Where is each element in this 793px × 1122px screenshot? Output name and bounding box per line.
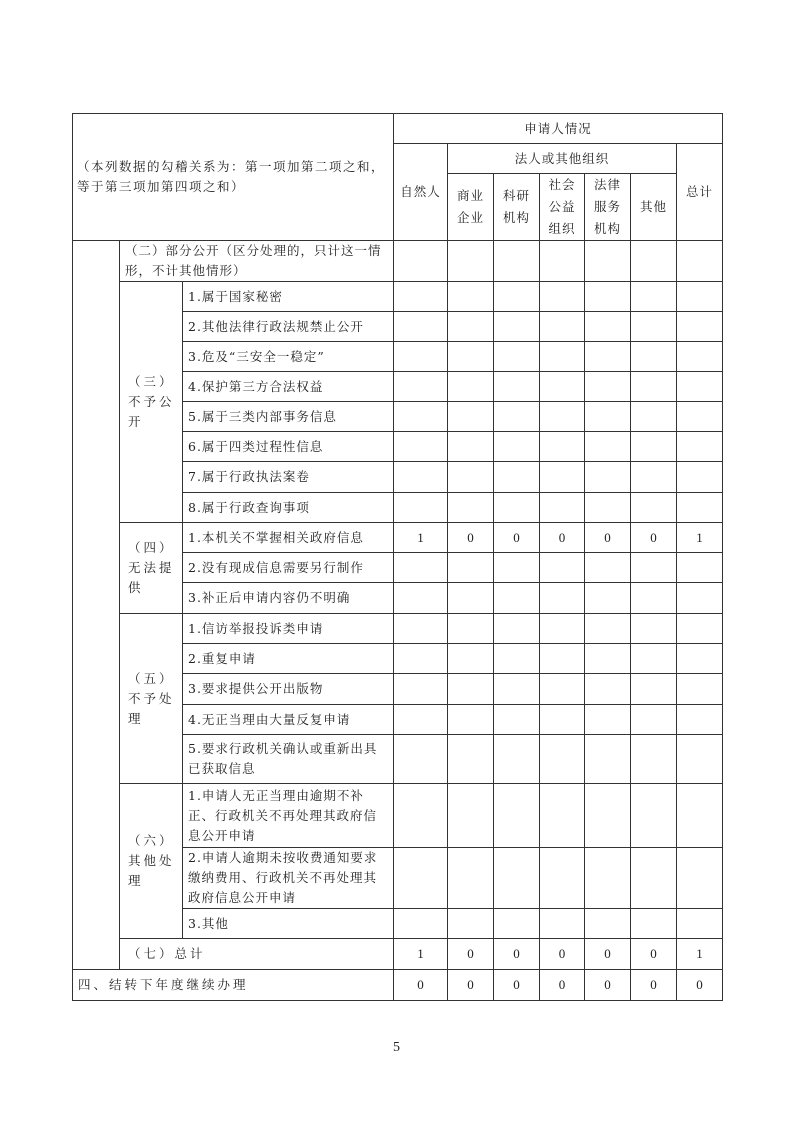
value-cell — [494, 705, 540, 735]
value-cell: 0 — [540, 523, 585, 553]
value-cell: 1 — [677, 939, 723, 970]
item-label: 2.重复申请 — [183, 644, 394, 674]
value-cell — [677, 432, 723, 462]
value-cell — [448, 705, 494, 735]
value-cell: 0 — [448, 523, 494, 553]
value-cell: 0 — [631, 939, 677, 970]
value-cell — [585, 241, 631, 282]
value-cell — [540, 553, 585, 583]
row-cannot-provide-item — [73, 523, 723, 553]
value-cell — [677, 644, 723, 674]
value-cell — [677, 312, 723, 342]
page-number: 5 — [393, 1040, 400, 1055]
value-cell — [448, 493, 494, 523]
value-cell: 0 — [631, 523, 677, 553]
value-cell — [394, 674, 448, 705]
value-cell — [494, 614, 540, 644]
value-cell — [631, 705, 677, 735]
value-cell — [585, 432, 631, 462]
value-cell — [494, 372, 540, 402]
value-cell — [540, 241, 585, 282]
value-cell — [448, 402, 494, 432]
row-not-processed-item — [73, 614, 723, 644]
value-cell — [585, 312, 631, 342]
value-cell — [448, 735, 494, 784]
total-label: （七）总计 — [120, 939, 394, 970]
value-cell — [494, 402, 540, 432]
value-cell — [540, 784, 585, 848]
value-cell — [631, 312, 677, 342]
item-label: 4.保护第三方合法权益 — [183, 372, 394, 402]
value-cell — [631, 644, 677, 674]
value-cell — [448, 909, 494, 939]
row-total — [73, 939, 723, 970]
value-cell — [631, 432, 677, 462]
item-label: 6.属于四类过程性信息 — [183, 432, 394, 462]
value-cell — [494, 909, 540, 939]
value-cell: 0 — [677, 970, 723, 1001]
value-cell — [585, 553, 631, 583]
value-cell — [494, 493, 540, 523]
value-cell — [677, 674, 723, 705]
value-cell — [394, 583, 448, 614]
value-cell — [394, 372, 448, 402]
item-label: 1.属于国家秘密 — [183, 282, 394, 312]
value-cell — [494, 462, 540, 493]
value-cell — [677, 462, 723, 493]
value-cell — [394, 644, 448, 674]
value-cell — [585, 372, 631, 402]
value-cell — [448, 614, 494, 644]
legal-service-org-header: 法律服务机构 — [585, 174, 631, 241]
value-cell — [448, 583, 494, 614]
legal-person-group-header: 法人或其他组织 — [448, 144, 677, 174]
value-cell — [540, 342, 585, 372]
value-cell — [448, 553, 494, 583]
value-cell — [540, 432, 585, 462]
value-cell — [677, 784, 723, 848]
item-label: 5.属于三类内部事务信息 — [183, 402, 394, 432]
value-cell: 0 — [448, 939, 494, 970]
value-cell — [540, 614, 585, 644]
other-org-header: 其他 — [631, 174, 677, 241]
disclosure-statistics-table — [72, 113, 723, 1001]
value-cell: 0 — [540, 970, 585, 1001]
value-cell — [394, 705, 448, 735]
value-cell — [448, 372, 494, 402]
value-cell — [677, 583, 723, 614]
value-cell — [585, 705, 631, 735]
value-cell — [448, 462, 494, 493]
value-cell — [394, 553, 448, 583]
value-cell — [540, 282, 585, 312]
value-cell — [631, 674, 677, 705]
item-label: 2.申请人逾期未按收费通知要求缴纳费用、行政机关不再处理其政府信息公开申请 — [183, 848, 394, 909]
value-cell — [394, 432, 448, 462]
not-open-group-label: （三）不予公开 — [120, 282, 183, 523]
row-label: （二）部分公开（区分处理的，只计这一情形，不计其他情形） — [120, 241, 394, 282]
value-cell — [494, 553, 540, 583]
value-cell — [631, 583, 677, 614]
item-label: 2.没有现成信息需要另行制作 — [183, 553, 394, 583]
value-cell — [677, 909, 723, 939]
value-cell — [677, 402, 723, 432]
value-cell — [540, 705, 585, 735]
value-cell — [677, 735, 723, 784]
value-cell — [677, 614, 723, 644]
value-cell — [585, 583, 631, 614]
item-label: 1.本机关不掌握相关政府信息 — [183, 523, 394, 553]
value-cell — [448, 674, 494, 705]
value-cell — [494, 583, 540, 614]
value-cell — [677, 342, 723, 372]
value-cell — [540, 848, 585, 909]
value-cell — [394, 312, 448, 342]
value-cell — [394, 493, 448, 523]
value-cell — [394, 909, 448, 939]
value-cell: 0 — [585, 939, 631, 970]
value-cell — [540, 674, 585, 705]
carry-over-label: 四、结转下年度继续办理 — [73, 970, 394, 1001]
header-row-1 — [73, 114, 723, 144]
value-cell — [540, 372, 585, 402]
value-cell — [585, 909, 631, 939]
other-processing-group-label: （六）其他处理 — [120, 784, 183, 939]
value-cell — [494, 282, 540, 312]
value-cell — [585, 462, 631, 493]
value-cell — [585, 735, 631, 784]
value-cell — [448, 241, 494, 282]
value-cell: 1 — [394, 939, 448, 970]
row-carry-over — [73, 970, 723, 1001]
cannot-provide-group-label: （四）无法提供 — [120, 523, 183, 614]
item-label: 4.无正当理由大量反复申请 — [183, 705, 394, 735]
value-cell — [585, 282, 631, 312]
natural-person-header: 自然人 — [394, 144, 448, 241]
value-cell: 0 — [631, 970, 677, 1001]
value-cell — [631, 342, 677, 372]
value-cell — [631, 553, 677, 583]
value-cell — [540, 312, 585, 342]
value-cell: 0 — [585, 523, 631, 553]
value-cell — [494, 644, 540, 674]
value-cell — [585, 342, 631, 372]
value-cell — [631, 784, 677, 848]
value-cell — [448, 282, 494, 312]
value-cell — [677, 705, 723, 735]
value-cell — [631, 493, 677, 523]
value-cell: 0 — [494, 523, 540, 553]
total-header: 总计 — [677, 144, 723, 241]
value-cell — [394, 614, 448, 644]
value-cell — [585, 614, 631, 644]
value-cell — [394, 735, 448, 784]
item-label: 3.危及“三安全一稳定” — [183, 342, 394, 372]
value-cell — [540, 462, 585, 493]
value-cell — [448, 644, 494, 674]
value-cell — [494, 312, 540, 342]
value-cell — [394, 848, 448, 909]
value-cell — [631, 614, 677, 644]
item-label: 3.补正后申请内容仍不明确 — [183, 583, 394, 614]
value-cell — [494, 848, 540, 909]
commercial-enterprise-header: 商业企业 — [448, 174, 494, 241]
item-label: 5.要求行政机关确认或重新出具已获取信息 — [183, 735, 394, 784]
value-cell — [631, 282, 677, 312]
value-cell — [540, 644, 585, 674]
value-cell — [448, 848, 494, 909]
value-cell — [494, 432, 540, 462]
value-cell — [677, 241, 723, 282]
not-processed-group-label: （五）不予处理 — [120, 614, 183, 784]
value-cell — [394, 462, 448, 493]
value-cell — [585, 674, 631, 705]
value-cell — [631, 462, 677, 493]
value-cell — [677, 848, 723, 909]
applicant-situation-header: 申请人情况 — [394, 114, 723, 144]
item-label: 1.信访举报投诉类申请 — [183, 614, 394, 644]
value-cell: 0 — [494, 939, 540, 970]
value-cell — [448, 342, 494, 372]
item-label: 1.申请人无正当理由逾期不补正、行政机关不再处理其政府信息公开申请 — [183, 784, 394, 848]
value-cell — [494, 784, 540, 848]
public-welfare-org-header: 社会公益组织 — [540, 174, 585, 241]
reconciliation-note: （本列数据的勾稽关系为：第一项加第二项之和，等于第三项加第四项之和） — [73, 114, 394, 241]
item-label: 8.属于行政查询事项 — [183, 493, 394, 523]
value-cell — [540, 493, 585, 523]
value-cell — [540, 735, 585, 784]
value-cell — [540, 909, 585, 939]
value-cell: 1 — [394, 523, 448, 553]
value-cell — [631, 402, 677, 432]
value-cell: 0 — [540, 939, 585, 970]
value-cell — [494, 241, 540, 282]
value-cell: 0 — [448, 970, 494, 1001]
value-cell — [494, 342, 540, 372]
row-not-open-item — [73, 282, 723, 312]
research-institution-header: 科研机构 — [494, 174, 540, 241]
value-cell — [585, 402, 631, 432]
item-label: 7.属于行政执法案卷 — [183, 462, 394, 493]
value-cell — [631, 372, 677, 402]
value-cell — [585, 644, 631, 674]
value-cell: 0 — [394, 970, 448, 1001]
value-cell — [448, 432, 494, 462]
value-cell — [540, 402, 585, 432]
value-cell — [448, 784, 494, 848]
value-cell — [448, 312, 494, 342]
value-cell: 0 — [494, 970, 540, 1001]
item-label: 2.其他法律行政法规禁止公开 — [183, 312, 394, 342]
value-cell — [677, 493, 723, 523]
value-cell — [394, 241, 448, 282]
value-cell — [585, 493, 631, 523]
value-cell — [494, 674, 540, 705]
value-cell: 0 — [585, 970, 631, 1001]
value-cell — [585, 848, 631, 909]
value-cell — [394, 342, 448, 372]
value-cell — [494, 735, 540, 784]
value-cell — [585, 784, 631, 848]
value-cell: 1 — [677, 523, 723, 553]
value-cell — [394, 402, 448, 432]
row-other-processing-item — [73, 784, 723, 848]
row-partial-open — [73, 241, 723, 282]
value-cell — [631, 909, 677, 939]
value-cell — [631, 735, 677, 784]
value-cell — [631, 848, 677, 909]
value-cell — [677, 553, 723, 583]
value-cell — [394, 784, 448, 848]
item-label: 3.要求提供公开出版物 — [183, 674, 394, 705]
outer-category-cell — [73, 241, 120, 970]
value-cell — [677, 372, 723, 402]
value-cell — [394, 282, 448, 312]
value-cell — [540, 583, 585, 614]
value-cell — [677, 282, 723, 312]
value-cell — [631, 241, 677, 282]
item-label: 3.其他 — [183, 909, 394, 939]
